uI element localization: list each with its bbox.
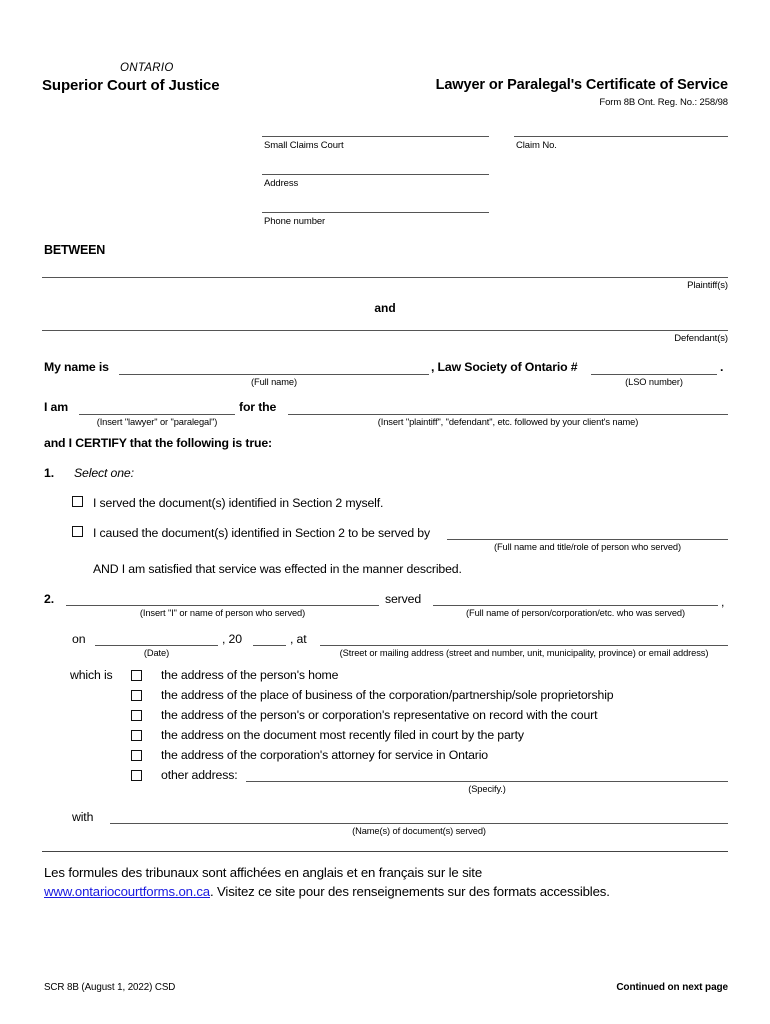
law-society-label: , Law Society of Ontario #	[431, 360, 578, 374]
person-served-input[interactable]	[433, 605, 718, 606]
checkbox-caused-to-be-served[interactable]	[72, 526, 83, 537]
header-right-block	[436, 62, 728, 108]
plaintiff-label: Plaintiff(s)	[687, 280, 728, 291]
specify-hint: (Specify.)	[468, 784, 506, 794]
bilingual-notice-line-2	[44, 884, 610, 899]
form-title: Lawyer or Paralegal's Certificate of Service	[435, 77, 728, 93]
defendant-label: Defendant(s)	[674, 333, 728, 344]
form-number: Form 8B Ont. Reg. No.: 258/98	[599, 97, 728, 108]
header-left-block	[42, 62, 220, 94]
between-label: BETWEEN	[44, 243, 106, 257]
phone-number-label: Phone number	[264, 216, 326, 227]
for-the-label: for the	[239, 400, 277, 414]
checkbox-address-attorney[interactable]	[131, 750, 142, 761]
date-input[interactable]	[95, 645, 218, 646]
checkbox-address-other[interactable]	[131, 770, 142, 781]
checkbox-address-business[interactable]	[131, 690, 142, 701]
bilingual-notice-line-1: Les formules des tribunaux sont affichées en anglais et en français sur le site	[44, 865, 482, 880]
address-option-label-4: the address of the corporation's attorney for service in Ontario	[161, 748, 488, 762]
address-option-label-5: other address:	[161, 768, 238, 782]
court-info-block	[262, 136, 728, 250]
other-address-input[interactable]	[246, 781, 728, 782]
client-name-input[interactable]	[288, 414, 728, 415]
period-after-lso: .	[720, 360, 724, 374]
checkbox-address-recent-filing[interactable]	[131, 730, 142, 741]
court-info-row-3	[262, 212, 728, 250]
footer-continued-label: Continued on next page	[616, 982, 728, 993]
checkbox-served-myself[interactable]	[72, 496, 83, 507]
section-1-heading: Select one:	[74, 466, 134, 480]
address-option-label-2: the address of the person's or corporation's representative on record with the court	[161, 708, 598, 722]
documents-served-input[interactable]	[110, 823, 728, 824]
address-option-label-1: the address of the place of business of the corporation/partnership/sole proprietorship	[161, 688, 614, 702]
and-label: and	[374, 301, 396, 315]
address-option-label-3: the address on the document most recently filed in court by the party	[161, 728, 524, 742]
lso-number-input[interactable]	[591, 374, 717, 375]
section-1-number: 1.	[44, 466, 54, 480]
client-hint: (Insert "plaintiff", "defendant", etc. followed by your client's name)	[377, 417, 639, 427]
phone-number-field[interactable]	[262, 212, 489, 213]
certify-statement: and I CERTIFY that the following is true:	[44, 436, 272, 450]
at-word: , at	[290, 632, 307, 646]
which-is-label: which is	[70, 668, 113, 682]
lso-number-hint: (LSO number)	[625, 377, 683, 387]
lawyer-paralegal-hint: (Insert "lawyer" or "paralegal")	[96, 417, 218, 427]
documents-served-hint: (Name(s) of document(s) served)	[352, 826, 486, 836]
year-input[interactable]	[253, 645, 286, 646]
served-word: served	[385, 592, 422, 606]
service-address-input[interactable]	[320, 645, 728, 646]
satisfied-statement: AND I am satisfied that service was effected in the manner described.	[93, 562, 462, 576]
section-divider	[42, 851, 728, 852]
small-claims-court-label: Small Claims Court	[264, 140, 344, 151]
full-name-hint: (Full name)	[251, 377, 297, 387]
on-word: on	[72, 632, 86, 646]
full-name-input[interactable]	[119, 374, 429, 375]
address-label: Address	[264, 178, 299, 189]
person-served-hint: (Full name of person/corporation/etc. who was served)	[466, 608, 685, 618]
court-info-row-2	[262, 174, 728, 212]
jurisdiction-label: ONTARIO	[120, 62, 174, 74]
claim-no-field[interactable]	[514, 136, 728, 137]
ontario-court-forms-link[interactable]: www.ontariocourtforms.on.ca	[44, 884, 210, 899]
server-name-hint: (Full name and title/role of person who served)	[493, 542, 681, 552]
court-name: Superior Court of Justice	[42, 77, 220, 94]
section-2-number: 2.	[44, 592, 54, 606]
form-header	[42, 62, 728, 108]
person-who-served-input[interactable]	[66, 605, 379, 606]
defendant-field[interactable]	[42, 330, 728, 331]
my-name-is-label: My name is	[44, 360, 109, 374]
lawyer-or-paralegal-input[interactable]	[79, 414, 235, 415]
plaintiff-field[interactable]	[42, 277, 728, 278]
service-address-hint: (Street or mailing address (street and number, unit, municipality, province) or email address)	[339, 648, 709, 658]
i-am-label: I am	[44, 400, 69, 414]
checkbox-address-representative[interactable]	[131, 710, 142, 721]
small-claims-court-field[interactable]	[262, 136, 489, 137]
person-who-served-hint: (Insert "I" or name of person who served)	[139, 608, 306, 618]
option-caused-served-label: I caused the document(s) identified in Section 2 to be served by	[93, 526, 430, 540]
footer-form-code: SCR 8B (August 1, 2022) CSD	[44, 982, 176, 993]
claim-no-label: Claim No.	[516, 140, 557, 151]
comma-after-served: ,	[721, 595, 725, 609]
checkbox-address-home[interactable]	[131, 670, 142, 681]
bilingual-notice-rest: . Visitez ce site pour des renseignements sur des formats accessibles.	[210, 884, 610, 899]
server-name-input[interactable]	[447, 539, 728, 540]
year-prefix: , 20	[222, 632, 242, 646]
option-served-myself-label: I served the document(s) identified in Section 2 myself.	[93, 496, 384, 510]
address-field[interactable]	[262, 174, 489, 175]
with-word: with	[72, 810, 94, 824]
address-option-label-0: the address of the person's home	[161, 668, 339, 682]
court-info-row-1	[262, 136, 728, 174]
date-hint: (Date)	[143, 648, 170, 658]
